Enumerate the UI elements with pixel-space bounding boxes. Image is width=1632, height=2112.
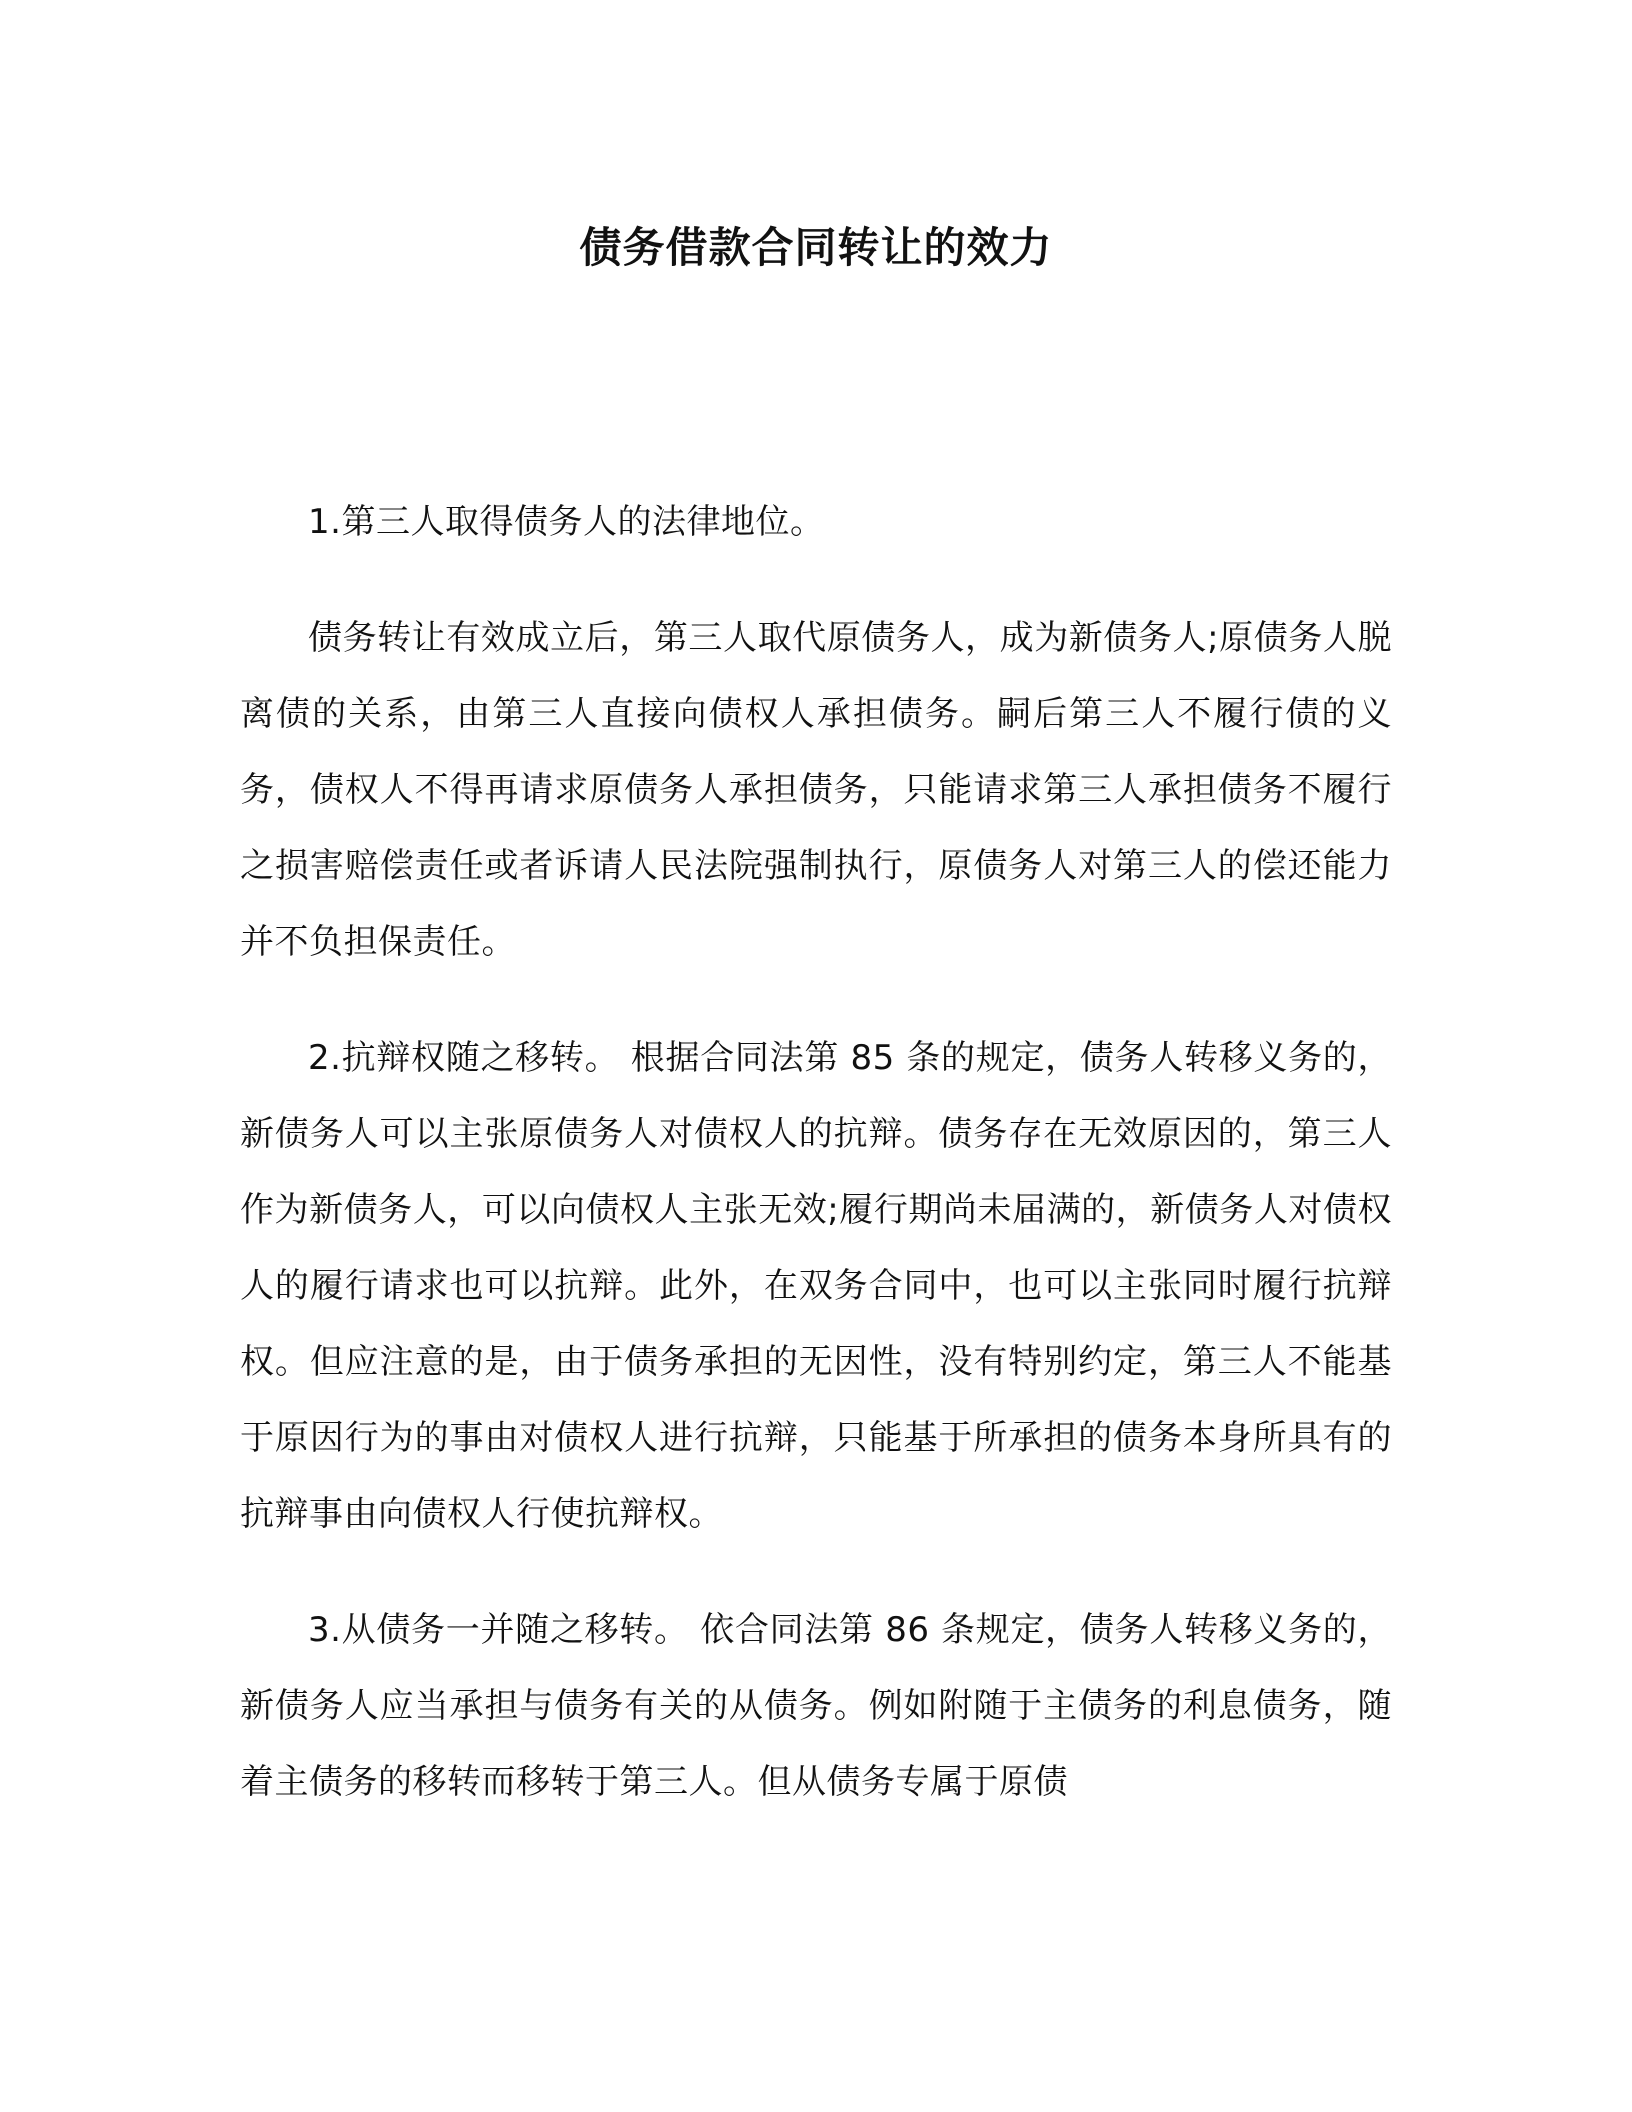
- paragraph-2: 债务转让有效成立后，第三人取代原债务人，成为新债务人;原债务人脱离债的关系，由第三人直接向债权人承担债务。嗣后第三人不履行债的义务，债权人不得再请求原债务人承担债务，只能请求第三人承担债务不履行之损害赔偿责任或者诉请人民法院强制执行，原债务人对第三人的偿还能力并不负担保责任。: [240, 618, 1392, 962]
- paragraph-3: 2.抗辩权随之移转。 根据合同法第 85 条的规定，债务人转移义务的，新债务人可以主张原债务人对债权人的抗辩。债务存在无效原因的，第三人作为新债务人，可以向债权人主张无效;履行期尚未届满的，新债务人对债权人的履行请求也可以抗辩。此外，在双务合同中，也可以主张同时履行抗辩权。但应注意的是，由于债务承担的无因性，没有特别约定，第三人不能基于原因行为的事由对债权人进行抗辩，只能基于所承担的债务本身所具有的抗辩事由向债权人行使抗辩权。: [240, 1038, 1392, 1534]
- paragraph-4: 3.从债务一并随之移转。 依合同法第 86 条规定，债务人转移义务的，新债务人应当承担与债务有关的从债务。例如附随于主债务的利息债务，随着主债务的移转而移转于第三人。但从债务专属于原债: [240, 1610, 1392, 1802]
- document-title: 债务借款合同转让的效力: [579, 223, 1053, 272]
- paragraph-1: 1.第三人取得债务人的法律地位。: [308, 502, 825, 542]
- document-body: [240, 484, 1392, 1860]
